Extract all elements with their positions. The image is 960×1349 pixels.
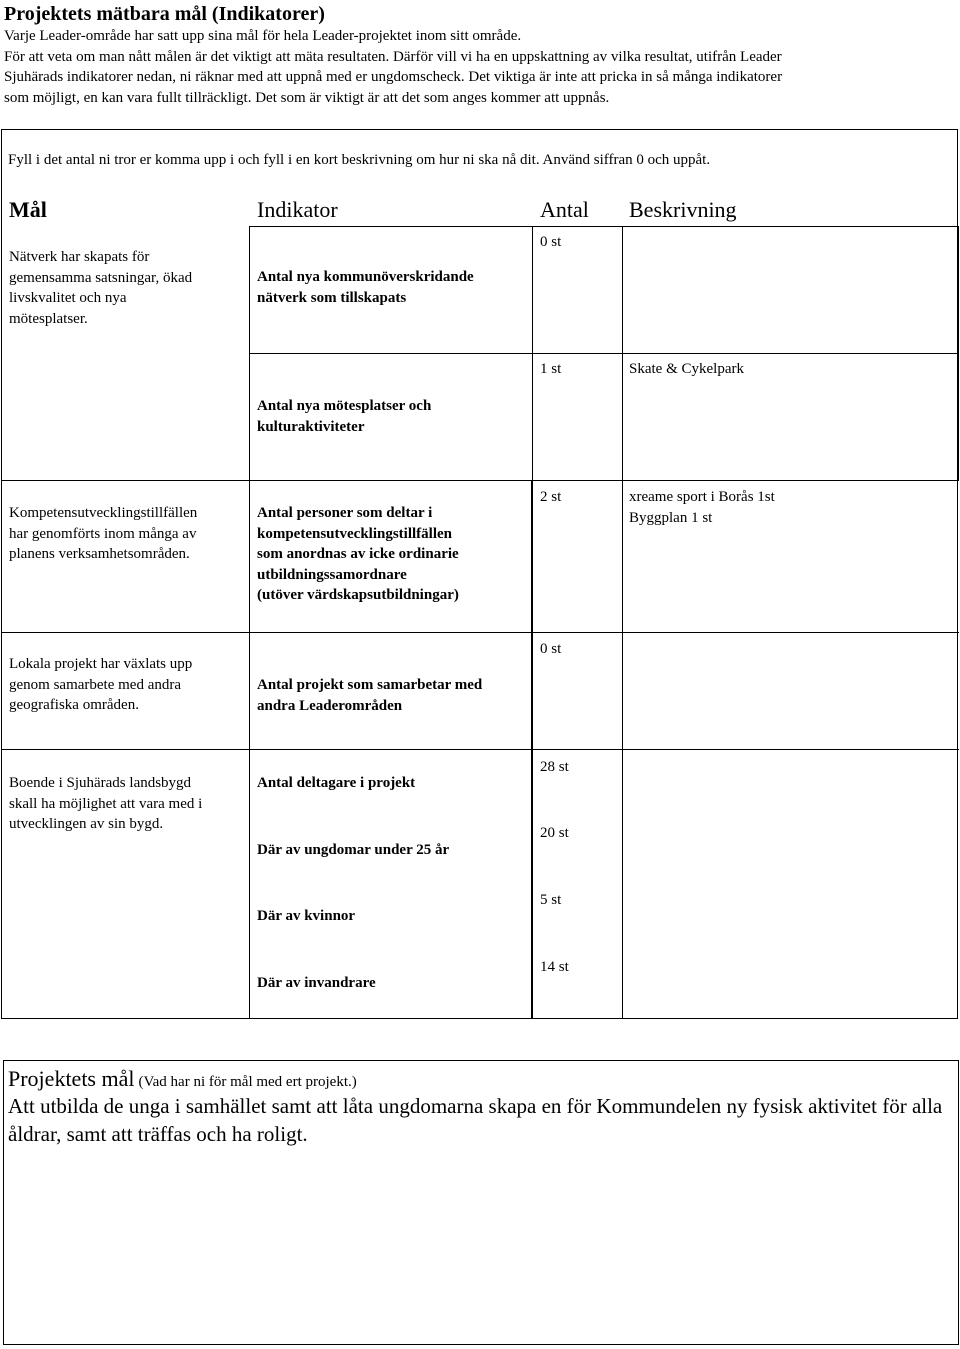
description-value: Skate & Cykelpark	[629, 361, 744, 377]
project-goal-text: Att utbilda de unga i samhället samt att låta ungdomarna skapa en för Kommundelen ny fysisk aktivitet för alla åldrar, samt att träffas och ha roligt.	[8, 1094, 943, 1146]
goal-text: Kompetensutvecklingstillfällen har genomförts inom många av planens verksamhetsområden.	[9, 505, 198, 562]
intro-line: Sjuhärads indikatorer nedan, ni räknar med att uppnå med er ungdomscheck. Det viktiga är inte att pricka in så många indikatorer	[4, 69, 783, 86]
amount-value: 14 st	[540, 959, 569, 975]
amount-value: 5 st	[540, 892, 562, 908]
amount-value: 0 st	[540, 641, 562, 657]
amount-value: 2 st	[540, 489, 562, 505]
amount-value: 28 st	[540, 759, 569, 775]
indicator-label: Antal nya kommunöverskridande nätverk som tillskapats	[257, 269, 474, 306]
indicator-label: Antal personer som deltar i kompetensutvecklingstillfällen som anordnas av icke ordinarie utbildningssamordnare (utöver värdskapsutbildningar)	[257, 505, 459, 603]
project-goal-hint: (Vad har ni för mål med ert projekt.)	[138, 1074, 357, 1090]
amount-value: 20 st	[540, 825, 569, 841]
indicator-label: Antal projekt som samarbetar med andra Leaderområden	[257, 677, 483, 714]
amount-value: 0 st	[540, 234, 562, 250]
goal-text: Boende i Sjuhärads landsbygd skall ha möjlighet att vara med i utvecklingen av sin bygd.	[9, 775, 203, 832]
column-header-amount: Antal	[540, 197, 589, 222]
intro-line: För att veta om man nått målen är det viktigt att mäta resultaten. Därför vill vi ha en uppskattning av vilka resultat, utifrån Leader	[4, 48, 782, 65]
intro-line: som möjligt, en kan vara fullt tillräckligt. Det som är viktigt är att det som anges kommer att uppnås.	[4, 89, 610, 106]
description-value: xreame sport i Borås 1st Byggplan 1 st	[629, 489, 775, 526]
intro-text	[4, 26, 944, 108]
intro-line: Varje Leader-område har satt upp sina mål för hela Leader-projektet inom sitt område.	[4, 28, 522, 44]
column-header-goal: Mål	[9, 197, 47, 222]
amount-value: 1 st	[540, 361, 562, 377]
indicator-label: Antal deltagare i projekt	[257, 775, 416, 791]
indicator-label: Där av invandrare	[257, 975, 376, 991]
goal-text: Lokala projekt har växlats upp genom samarbete med andra geografiska områden.	[9, 656, 193, 713]
column-header-description: Beskrivning	[629, 197, 737, 222]
project-goal-title: Projektets mål	[8, 1066, 135, 1091]
indicator-label: Antal nya mötesplatser och kulturaktiviteter	[257, 398, 432, 435]
form-instruction: Fyll i det antal ni tror er komma upp i och fyll i en kort beskrivning om hur ni ska nå dit. Använd siffran 0 och uppåt.	[8, 152, 711, 168]
indicator-label: Där av ungdomar under 25 år	[257, 842, 450, 858]
column-header-indicator: Indikator	[257, 197, 338, 222]
page-title: Projektets mätbara mål (Indikatorer)	[4, 3, 325, 25]
goal-text: Nätverk har skapats för gemensamma satsningar, ökad livskvalitet och nya mötesplatser.	[9, 249, 193, 327]
amount-cell	[532, 749, 623, 1019]
project-goal-heading	[8, 1066, 357, 1095]
indicator-label: Där av kvinnor	[257, 908, 356, 924]
